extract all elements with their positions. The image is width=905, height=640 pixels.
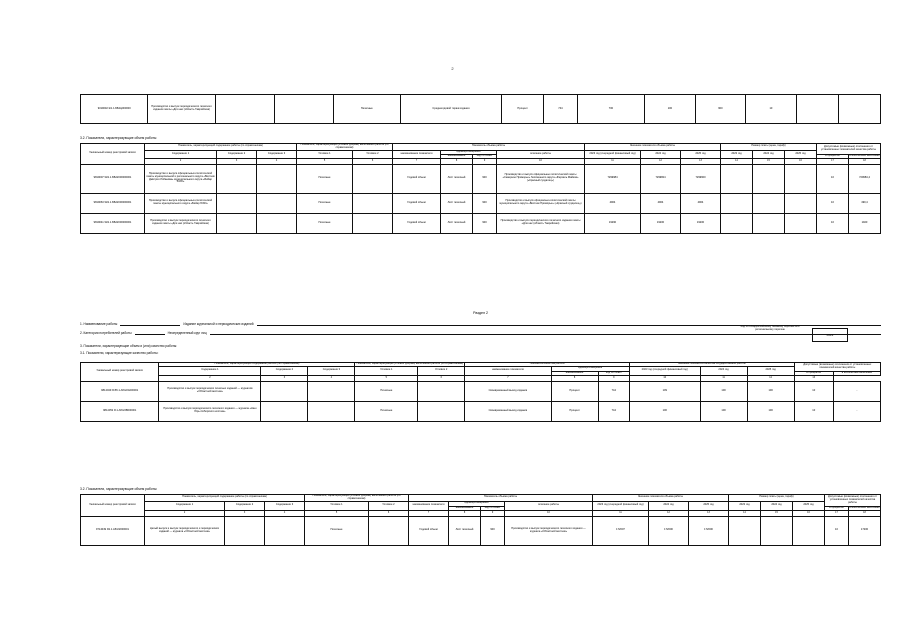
th-price-2024: 2024 год: [761, 501, 793, 510]
cell-work-desc: Производство и выпуск официальных-политической газеты «Северное Приморье» бессменного округа «Ферзаль Майков» («Красный суздалец»): [497, 164, 585, 193]
th-c1: Содержание 1: [159, 366, 261, 375]
n-17: 17: [825, 510, 849, 516]
th-work-desc: описание работы: [505, 501, 593, 510]
th-price-2023: 2023 год: [729, 501, 761, 510]
cell-v2024: 4904: [641, 193, 681, 213]
th-abs: в абсолютных величинах: [833, 371, 880, 375]
th-val-2023: 2023 год (очередной финансовый год): [629, 366, 700, 375]
cell-c3: [257, 164, 297, 193]
cell-work-desc: Производство и выпуск официально-политической газеты муниципального округа «Вестник Приморье» («Красный суздалец»): [497, 193, 585, 213]
n-5: 5: [355, 375, 418, 381]
n-16: 16: [785, 158, 817, 164]
th-unit: единица измерения: [551, 366, 629, 371]
cell-cond1: Печатные: [355, 401, 418, 421]
cell-v2025: 100: [747, 401, 794, 421]
table-row: [81, 516, 881, 545]
cell-cond2: [353, 213, 393, 233]
th-indicator-name: наименование показателя: [409, 501, 449, 510]
th-unit-name: наименование: [551, 371, 598, 375]
th-c3: Содержание 3: [257, 150, 297, 158]
n-6: 6: [369, 510, 409, 516]
cell-indicator: Годовой объем: [409, 516, 449, 545]
th-val-2024: 2024 год: [700, 366, 747, 375]
cell-c2: [217, 213, 257, 233]
cell-unit-1: Процент: [502, 95, 544, 124]
cell-unit-name: Лист печатный: [441, 213, 473, 233]
th-quality-indicator: Показатель качества работы: [465, 363, 630, 367]
cell-unit-2: 744: [544, 95, 578, 124]
cell-v5: [796, 95, 838, 124]
th-unit-name: наименование: [441, 154, 473, 158]
table-top: [80, 94, 881, 124]
table-3-2-volume-b: [80, 494, 881, 546]
section-3-2-heading-b: 3.2. Показатели, характеризующие объем работы:: [80, 487, 158, 491]
n-11: 11: [585, 158, 641, 164]
cell-pct: 10: [817, 164, 849, 193]
cell-unit-name: Лист печатный: [449, 516, 481, 545]
cell-v2025: 100: [747, 381, 794, 401]
cell-v6: [838, 95, 880, 124]
cell-abs: 1920: [849, 213, 881, 233]
th-content: Показатель, характеризующий содержание работы (по справочникам): [145, 495, 305, 502]
cell-code: 9819007 Я21.1.ББ22000000001: [81, 164, 145, 193]
cell-p2023: [721, 193, 753, 213]
value-work-name: Издание журнальной и периодических изданий: [183, 322, 254, 326]
th-pct: в процентах: [794, 371, 833, 375]
cell-code: 9714049 Я1.1.АЮ22000001: [81, 516, 145, 545]
th-price: Размер платы (цена, тариф): [721, 144, 817, 151]
th-volume-indicator: Показатель объема работы: [393, 144, 585, 151]
cell-desc: Производство и выпуск периодических печатных изданий — журналов «Областной вестник»: [159, 381, 261, 401]
th-price-2023: 2023 год: [721, 150, 753, 158]
code-label: Код по общероссийскому базовому перечню или региональному перечню: [740, 325, 800, 332]
n-12: 12: [747, 375, 794, 381]
cell-v1: 700: [577, 95, 644, 124]
cell-v2024: 7299824: [641, 164, 681, 193]
cell-indicator: Своевременный выход издания: [465, 381, 551, 401]
th-val-2024: 2024 год: [649, 501, 689, 510]
th-volume-indicator: Показатель объема работы: [409, 495, 593, 502]
cell-desc: Производство и выпуск официальных-политической газеты муниципальной и регионального округа «Вестник Дмитрия Лобанова» муниципального округа «Бийар ЮЗО»: [145, 164, 217, 193]
cell-code: 9814049 Я.Б5.1.АЮ22А000001: [81, 381, 159, 401]
table-row: [81, 213, 881, 233]
th-indicator-name: наименование показателя: [393, 150, 441, 158]
cell-v2024: 100: [700, 401, 747, 421]
code-value-box: 0023: [812, 328, 848, 342]
n-10: 10: [505, 510, 593, 516]
cell-cond2: [353, 193, 393, 213]
th-reg-number: Уникальный номер реестровой записи: [81, 495, 145, 517]
th-abs: в абсолютных величинах: [849, 154, 880, 157]
cell-v3: 900: [695, 95, 746, 124]
table-32b: [80, 494, 881, 546]
cell-cond1: Печатные: [305, 516, 369, 545]
cell-p2024: [761, 516, 793, 545]
th-val-2025: 2025 год: [681, 150, 721, 158]
th-c3: Содержание 3: [308, 366, 355, 375]
th-cond2: Условие 2: [353, 150, 393, 158]
n-8: 8: [441, 158, 473, 164]
table-header-row-2: [81, 366, 881, 371]
cell-indicator: Своевременный выход издания: [465, 401, 551, 421]
th-val-2025: 2025 год: [689, 501, 729, 510]
cell-unit-code: 900: [473, 164, 497, 193]
n-2: 2: [145, 510, 225, 516]
cell-cond2: [369, 516, 409, 545]
th-c1: Содержание 1: [145, 150, 217, 158]
th-abs: в абсолютных величинах: [849, 506, 880, 509]
table-row: [81, 381, 881, 401]
cell-c3: [265, 516, 305, 545]
n-10: 10: [629, 375, 700, 381]
cell-work-desc: Производство и выпуск периодического печатного издания газеты «Для нас (область Таврийская): [497, 213, 585, 233]
table-31: [80, 362, 881, 422]
n-12: 12: [641, 158, 681, 164]
th-content: Показатель, характеризующий содержание работы (по справочникам): [159, 363, 355, 367]
th-unit-code: код по ОКЕИ: [473, 154, 497, 158]
cell-code: 9814052 Я.1.АЮ22В000001: [81, 401, 159, 421]
th-price-2025: 2025 год: [793, 501, 825, 510]
cell-v2025: 19200: [681, 213, 721, 233]
th-unit-code: код по ОКЕИ: [481, 506, 505, 510]
cell-v2023: 172007: [593, 516, 649, 545]
section-3-2-heading: 3.2. Показатели, характеризующие объем работы: [80, 136, 157, 140]
cell-c2: [225, 516, 265, 545]
n-7: 7: [409, 510, 449, 516]
table-row: [81, 193, 881, 213]
cell-v2025: 7299600: [681, 164, 721, 193]
cell-pct: 10: [794, 381, 833, 401]
cell-cond2: [353, 164, 393, 193]
cell-work-desc: Производство и выпуск периодического печатного издания — журнала «Областной вестник»: [505, 516, 593, 545]
n-3: 3: [261, 375, 308, 381]
cell-c2: [215, 95, 274, 124]
cell-c2: [261, 401, 308, 421]
n-6: 6: [418, 375, 465, 381]
th-work-desc: описание работы: [497, 150, 585, 158]
th-c2: Содержание 2: [217, 150, 257, 158]
n-8: 8: [551, 375, 598, 381]
th-unit: единица измерения: [441, 150, 497, 154]
th-cond1: Условие 1: [305, 501, 369, 510]
cell-p2024: [753, 193, 785, 213]
th-price-2025: 2025 год: [785, 150, 817, 158]
n-18: 18: [849, 510, 881, 516]
th-unit-code: код по ОКЕИ: [598, 371, 629, 375]
th-deviations: Допустимые (возможные) отклонения от установленных показателей качества работы: [825, 495, 881, 507]
n-7: 7: [393, 158, 441, 164]
th-deviations: Допустимые (возможные) отклонения от установленных показателей качества работы: [794, 363, 880, 372]
th-c2: Содержание 2: [261, 366, 308, 375]
cell-form: Печатные: [333, 95, 400, 124]
th-indicator-name: наименование показателя: [465, 366, 551, 375]
cell-p2025: [793, 516, 825, 545]
n-9: 9: [473, 158, 497, 164]
section-razdel-2: Раздел 2: [473, 311, 488, 315]
cell-abs: -: [833, 401, 880, 421]
n-2: 2: [159, 375, 261, 381]
table-32: [80, 143, 881, 234]
th-unit: единица измерения: [449, 501, 505, 506]
cell-c3: [274, 95, 333, 124]
n-2: 2: [145, 158, 217, 164]
n-4: 4: [265, 510, 305, 516]
cell-pct: 10: [794, 401, 833, 421]
th-conditions: Показатель, характеризующий условия (формы) выполнения работы (по справочникам): [305, 495, 409, 502]
cell-unit-name: Среднегодовой тираж издания: [400, 95, 501, 124]
n-17: 17: [817, 158, 849, 164]
cell-p2024: [753, 164, 785, 193]
cell-indicator: Годовой объем: [393, 213, 441, 233]
cell-v2025: 4904: [681, 193, 721, 213]
th-deviations: Допустимые (возможные) отклонения от установленных показателей качества работы: [817, 144, 881, 155]
cell-v2024: 100: [700, 381, 747, 401]
th-cond1: Условие 1: [297, 150, 353, 158]
cell-v2023: 7299984: [585, 164, 641, 193]
cell-unit-name: Лист печатный: [441, 193, 473, 213]
cell-v2024: 19200: [641, 213, 681, 233]
cell-unit-code: 900: [473, 193, 497, 213]
cell-code: 9319002 Ж1.1.ББ2Ц000000: [81, 95, 148, 124]
label-work-name: 1. Наименование работы: [80, 322, 118, 326]
n-10: 10: [497, 158, 585, 164]
n-15: 15: [761, 510, 793, 516]
th-c1: Содержание 1: [145, 501, 225, 510]
cell-unit-name: Лист печатный: [441, 164, 473, 193]
cell-p2023: [721, 213, 753, 233]
th-val-2025: 2025 год: [747, 366, 794, 375]
cell-indicator: Годовой объем: [393, 164, 441, 193]
cell-cond1: Печатные: [297, 193, 353, 213]
th-c3: Содержание 3: [265, 501, 305, 510]
cell-c3: [308, 381, 355, 401]
cell-p2023: [721, 164, 753, 193]
cell-pct: 10: [825, 516, 849, 545]
th-quality-value: Значение показателя качества государственной работы: [629, 363, 794, 367]
th-price: Размер платы (цена, тариф): [729, 495, 825, 502]
n-4: 4: [257, 158, 297, 164]
n-16: 16: [793, 510, 825, 516]
n-5: 5: [305, 510, 369, 516]
n-15: 15: [753, 158, 785, 164]
cell-c3: [257, 193, 297, 213]
cell-abs: -: [833, 381, 880, 401]
n-13: 13: [794, 375, 833, 381]
cell-desc: Производство и выпуск периодического печатного издания газеты «Для нас (область Таврийская): [148, 95, 215, 124]
n-8: 8: [449, 510, 481, 516]
th-val-2024: 2024 год: [641, 150, 681, 158]
value-consumer-category: Неопределенный круг лиц: [167, 331, 207, 335]
th-conditions: Показатель, характеризующий условия (формы) выполнения работы (по справочникам): [297, 144, 393, 151]
cell-v2024: 172000: [649, 516, 689, 545]
label-consumer-category: 2. Категории потребителей работы: [80, 331, 132, 335]
cell-v4: 10: [746, 95, 797, 124]
n-11: 11: [593, 510, 649, 516]
n-6: 6: [353, 158, 393, 164]
table-3-1-quality: [80, 362, 881, 422]
cell-unit-code: 900: [481, 516, 505, 545]
table-header-row: [81, 495, 881, 502]
cell-desc: Производство и выпуск периодического печатного издания — журнала «Наш Юрь-Сибирского костюм»: [159, 401, 261, 421]
n-14: 14: [721, 158, 753, 164]
cell-c3: [308, 401, 355, 421]
table-row: [81, 95, 881, 124]
table-row: [81, 401, 881, 421]
cell-indicator: Годовой объем: [393, 193, 441, 213]
th-content: Показатель, характеризующий содержание работы (по справочникам): [145, 144, 297, 151]
n-13: 13: [689, 510, 729, 516]
cell-unit-name: Процент: [551, 381, 598, 401]
cell-cond1: Печатные: [355, 381, 418, 401]
cell-cond2: [418, 381, 465, 401]
th-price-2024: 2024 год: [753, 150, 785, 158]
cell-c2: [217, 164, 257, 193]
n-13: 13: [681, 158, 721, 164]
cell-desc: Производство и выпуск периодического печатного издания газеты «Для нас (область Таврийская): [145, 213, 217, 233]
cell-p2025: [785, 193, 817, 213]
n-14: 14: [729, 510, 761, 516]
th-val-2023: 2023 год (очередной финансовый год): [593, 501, 649, 510]
th-pct: в процентах: [825, 506, 849, 510]
th-c2: Содержание 2: [225, 501, 265, 510]
n-11: 11: [700, 375, 747, 381]
cell-cond1: Печатные: [297, 213, 353, 233]
cell-v2: 100: [645, 95, 696, 124]
n-5: 5: [297, 158, 353, 164]
cell-code: 9819041 Я21.1.ББ22000000001: [81, 213, 145, 233]
cell-desc: Целый выпуск и выпуск периодического и периодических изданий — журнала «Областной вестник»: [145, 516, 225, 545]
th-cond2: Условие 2: [418, 366, 465, 375]
cell-c2: [261, 381, 308, 401]
n-3: 3: [225, 510, 265, 516]
page-number: 2: [451, 66, 454, 71]
cell-abs: 17200: [849, 516, 881, 545]
table-header-row: [81, 144, 881, 151]
th-volume-value: Значение показателя объема работы: [585, 144, 721, 151]
n-3: 3: [217, 158, 257, 164]
cell-unit-name: Процент: [551, 401, 598, 421]
cell-c2: [217, 193, 257, 213]
cell-c3: [257, 213, 297, 233]
cell-p2023: [729, 516, 761, 545]
th-reg-number: Уникальный номер реестровой записи: [81, 363, 159, 382]
th-cond2: Условие 2: [369, 501, 409, 510]
cell-unit-code: 744: [598, 381, 629, 401]
top-continuation-table: [80, 94, 881, 124]
cell-pct: 10: [817, 213, 849, 233]
cell-p2025: [785, 164, 817, 193]
n-4: 4: [308, 375, 355, 381]
cell-pct: 10: [817, 193, 849, 213]
cell-p2025: [785, 213, 817, 233]
n-12: 12: [649, 510, 689, 516]
cell-v2023: 19290: [585, 213, 641, 233]
cell-abs: 490,4: [849, 193, 881, 213]
cell-p2024: [753, 213, 785, 233]
n-18: 18: [849, 158, 881, 164]
cell-cond1: Печатные: [297, 164, 353, 193]
th-unit-name: наименование: [449, 506, 481, 510]
th-pct: в процентах: [817, 154, 849, 158]
n-9: 9: [481, 510, 505, 516]
table-3-2-volume: [80, 143, 881, 234]
n-7: 7: [465, 375, 551, 381]
cell-code: 9819063 Я21.1.ББ22000000001: [81, 193, 145, 213]
cell-unit-code: 900: [473, 213, 497, 233]
th-reg-number: Уникальный номер реестровой записи: [81, 144, 145, 165]
cell-unit-code: 744: [598, 401, 629, 421]
th-volume-value: Значение показателя объема работы: [593, 495, 729, 502]
th-val-2023: 2023 год (очередной финансовый год): [585, 150, 641, 158]
cell-v2023: 109: [629, 381, 700, 401]
section-3-1-heading: 3.1. Показатели, характеризующие качество работы:: [80, 351, 159, 355]
cell-v2025: 172000: [689, 516, 729, 545]
cell-cond2: [418, 401, 465, 421]
th-cond1: Условие 1: [355, 366, 418, 375]
cell-v2023: 100: [629, 401, 700, 421]
n-9: 9: [598, 375, 629, 381]
section-3-heading: 3. Показатели, характеризующие объем и (или) качество работы:: [80, 344, 178, 348]
cell-v2023: 4904: [585, 193, 641, 213]
th-conditions: Показатель, характеризующий условия (формы) выполнения работы (по справочникам): [356, 362, 464, 365]
cell-desc: Производство и выпуск официальных-политической газеты муниципального округа «Бийар ЮЗО»: [145, 193, 217, 213]
cell-abs: 729984,4: [849, 164, 881, 193]
table-row: [81, 164, 881, 193]
